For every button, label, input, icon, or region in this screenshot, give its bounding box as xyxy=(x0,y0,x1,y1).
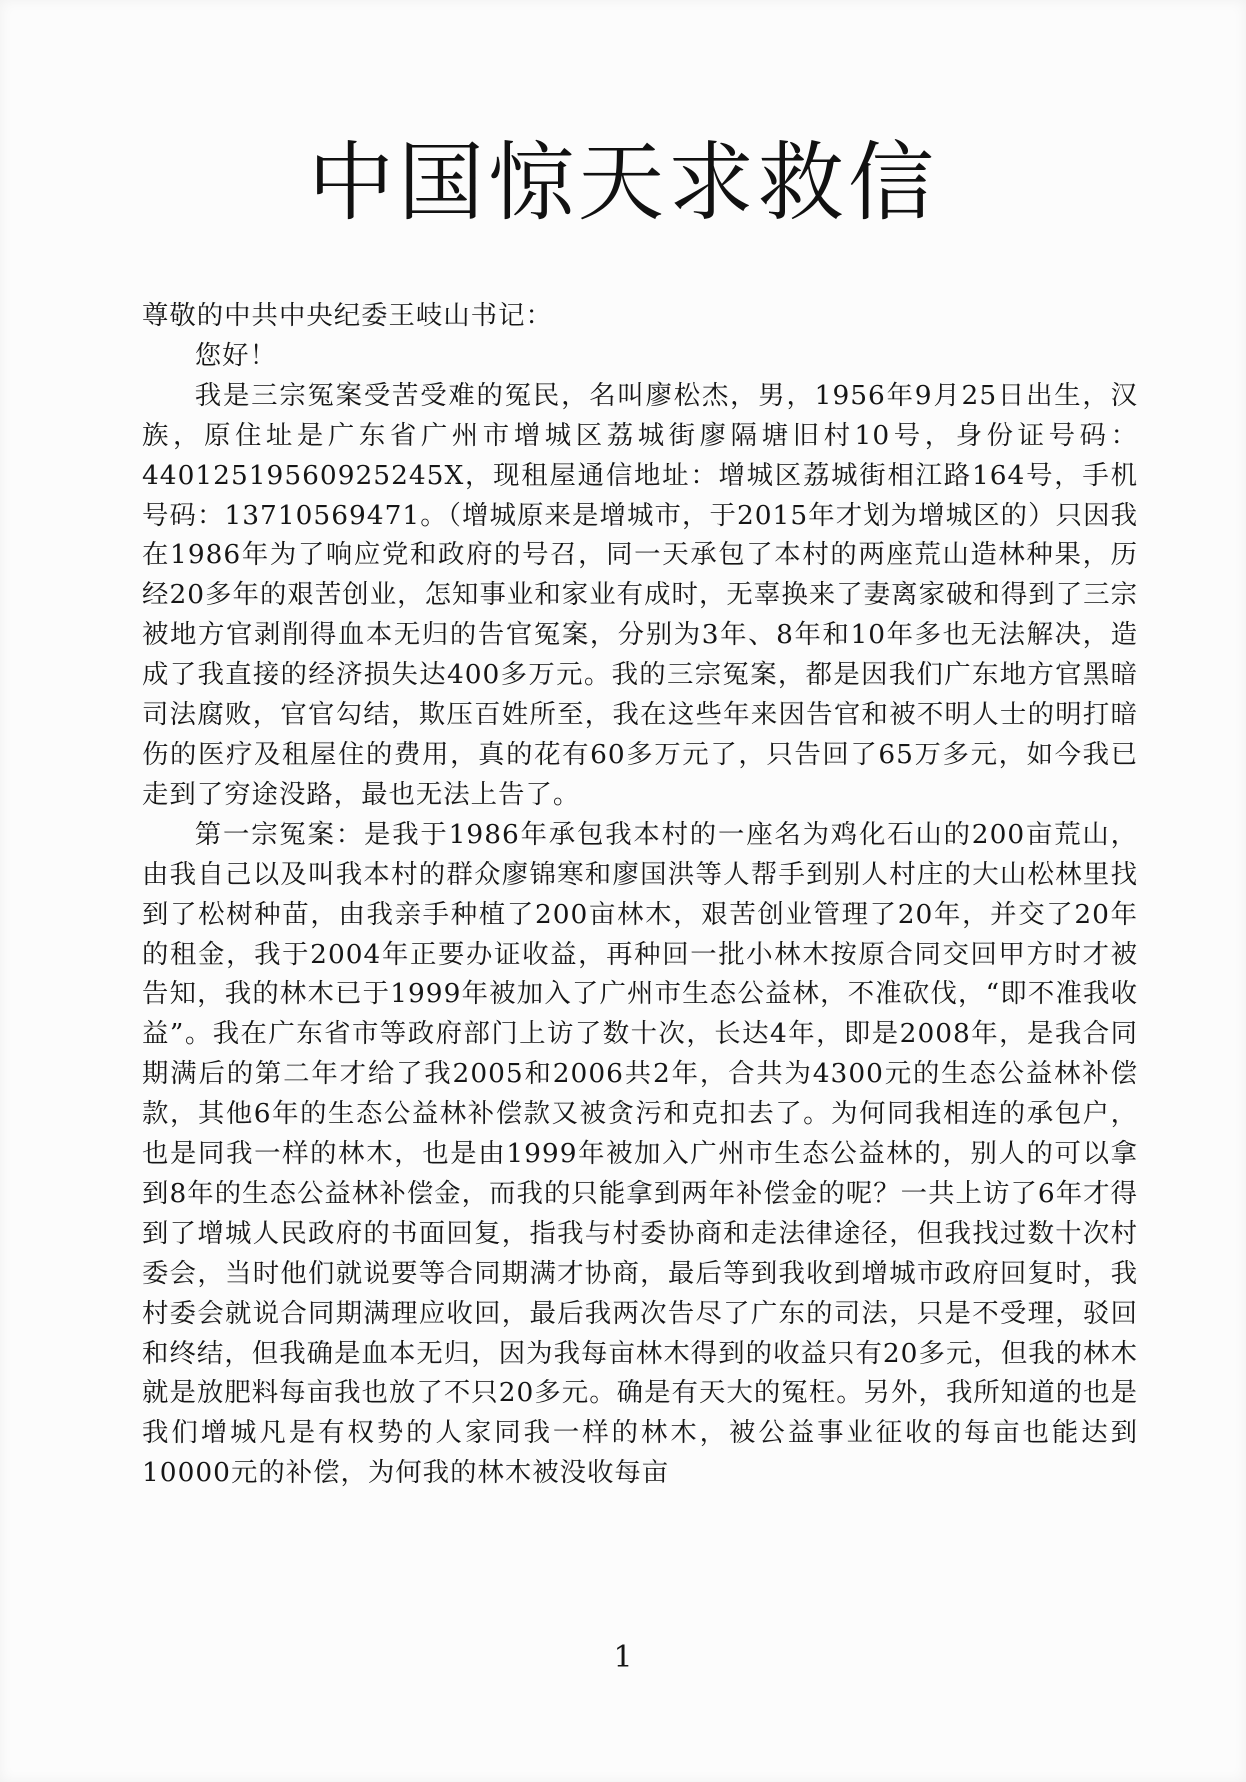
page-number: 1 xyxy=(613,1640,633,1675)
letter-body xyxy=(142,296,1138,1493)
document-title: 中国惊天求救信 xyxy=(308,133,938,233)
greeting: 您好！ xyxy=(194,339,277,371)
paragraph-intro: 我是三宗冤案受苦受难的冤民，名叫廖松杰，男，1956年9月25日出生，汉族，原住址是广东省广州市增城区荔城街廖隔塘旧村10号，身份证号码：44012519560925245X，现租屋通信地址：增城区荔城街相江路164号，手机号码：13710569471。（增城原来是增城市，于2015年才划为增城区的）只因我在1986年为了响应党和政府的号召，同一天承包了本村的两座荒山造林种果，历经20多年的艰苦创业，怎知事业和家业有成时，无辜换来了妻离家破和得到了三宗被地方官剥削得血本无归的告官冤案，分别为3年、8年和10年多也无法解决，造成了我直接的经济损失达400多万元。我的三宗冤案，都是因我们广东地方官黑暗司法腐败，官官勾结，欺压百姓所至，我在这些年来因告官和被不明人士的明打暗伤的医疗及租屋住的费用，真的花有60多万元了，只告回了65万多元，如今我已走到了穷途没路，最也无法上告了。 xyxy=(142,379,1138,810)
paragraph-first-case: 第一宗冤案：是我于1986年承包我本村的一座名为鸡化石山的200亩荒山，由我自己以及叫我本村的群众廖锦寒和廖国洪等人帮手到别人村庄的大山松林里找到了松树种苗，由我亲手种植了200亩林木，艰苦创业管理了20年，并交了20年的租金，我于2004年正要办证收益，再种回一批小林木按原合同交回甲方时才被告知，我的林木已于1999年被加入了广州市生态公益林，不准砍伐，“即不准我收益”。我在广东省市等政府部门上访了数十次，长达4年，即是2008年，是我合同期满后的第二年才给了我2005和2006共2年，合共为4300元的生态公益林补偿款，其他6年的生态公益林补偿款又被贪污和克扣去了。为何同我相连的承包户，也是同我一样的林木，也是由1999年被加入广州市生态公益林的，别人的可以拿到8年的生态公益林补偿金，而我的只能拿到两年补偿金的呢？一共上访了6年才得到了增城人民政府的书面回复，指我与村委协商和走法律途径，但我找过数十次村委会，当时他们就说要等合同期满才协商，最后等到我收到增城市政府回复时，我村委会就说合同期满理应收回，最后我两次告尽了广东的司法，只是不受理，驳回和终结，但我确是血本无归，因为我每亩林木得到的收益只有20多元，但我的林木就是放肥料每亩我也放了不只20多元。确是有天大的冤枉。另外，我所知道的也是我们增城凡是有权势的人家同我一样的林木，被公益事业征收的每亩也能达到10000元的补偿，为何我的林木被没收每亩 xyxy=(142,818,1138,1489)
salutation: 尊敬的中共中央纪委王岐山书记： xyxy=(142,300,553,331)
